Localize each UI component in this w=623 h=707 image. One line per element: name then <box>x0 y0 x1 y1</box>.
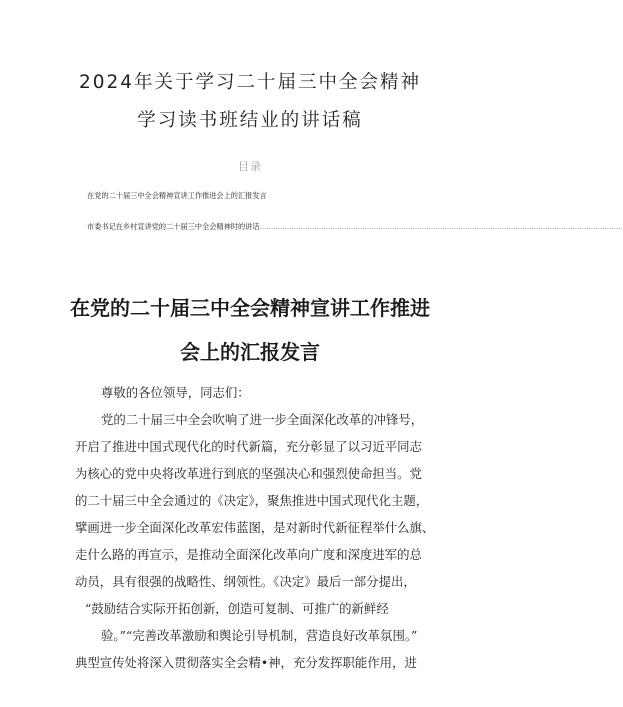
body-line: 动员，具有很强的战略性、纲领性。《决定》最后一部分提出， <box>75 574 416 589</box>
document-title-line-2: 学习读书班结业的讲话稿 <box>137 110 363 131</box>
section-title-line-1: 在党的二十届三中全会精神宣讲工作推进 <box>70 296 430 320</box>
document-title-line-1: 2024年关于学习二十届三中全会精神 <box>78 72 422 93</box>
body-line: 走什么路的再宣示，是推动全面深化改革向广度和深度进军的总 <box>75 547 422 562</box>
toc-heading: 目录 <box>238 160 262 173</box>
body-line: 的二十届三中全会通过的《决定》，聚焦推进中国式现代化主题， <box>75 493 429 508</box>
body-line: 验。”“完善改革激励和舆论引导机制，营造良好改革氛围。” <box>101 628 418 643</box>
body-line: 党的二十届三中全会吹响了进一步全面深化改革的冲锋号， <box>101 412 424 427</box>
body-line: 典型宣传处将深入贯彻落实全会精•神，充分发挥职能作用，进 <box>75 655 417 670</box>
body-line: 开启了推进中国式现代化的时代新篇，充分彰显了以习近平同志 <box>75 439 422 454</box>
toc-item-2[interactable] <box>87 222 623 232</box>
section-title-line-2: 会上的汇报发言 <box>180 340 320 364</box>
body-line: 擘画进一步全面深化改革宏伟蓝图，是对新时代新征程举什么旗、 <box>75 520 435 535</box>
body-line: “鼓励结合实际开拓创新，创造可复制、可推广的新鲜经 <box>85 601 389 616</box>
toc-item-label: 在党的二十届三中全会精神宣讲工作推进会上的汇报发言 <box>87 191 267 200</box>
toc-item-1[interactable] <box>87 191 267 201</box>
toc-item-label: 市委书记在乡村宣讲党的二十届三中全会精神时的讲话 <box>87 222 260 231</box>
body-line: 尊敬的各位领导，同志们： <box>101 385 250 400</box>
toc-leader-dots: ............................................................................................................................................................... <box>259 222 623 231</box>
body-line: 为核心的党中央将改革进行到底的坚强决心和强烈使命担当。党 <box>75 466 422 481</box>
